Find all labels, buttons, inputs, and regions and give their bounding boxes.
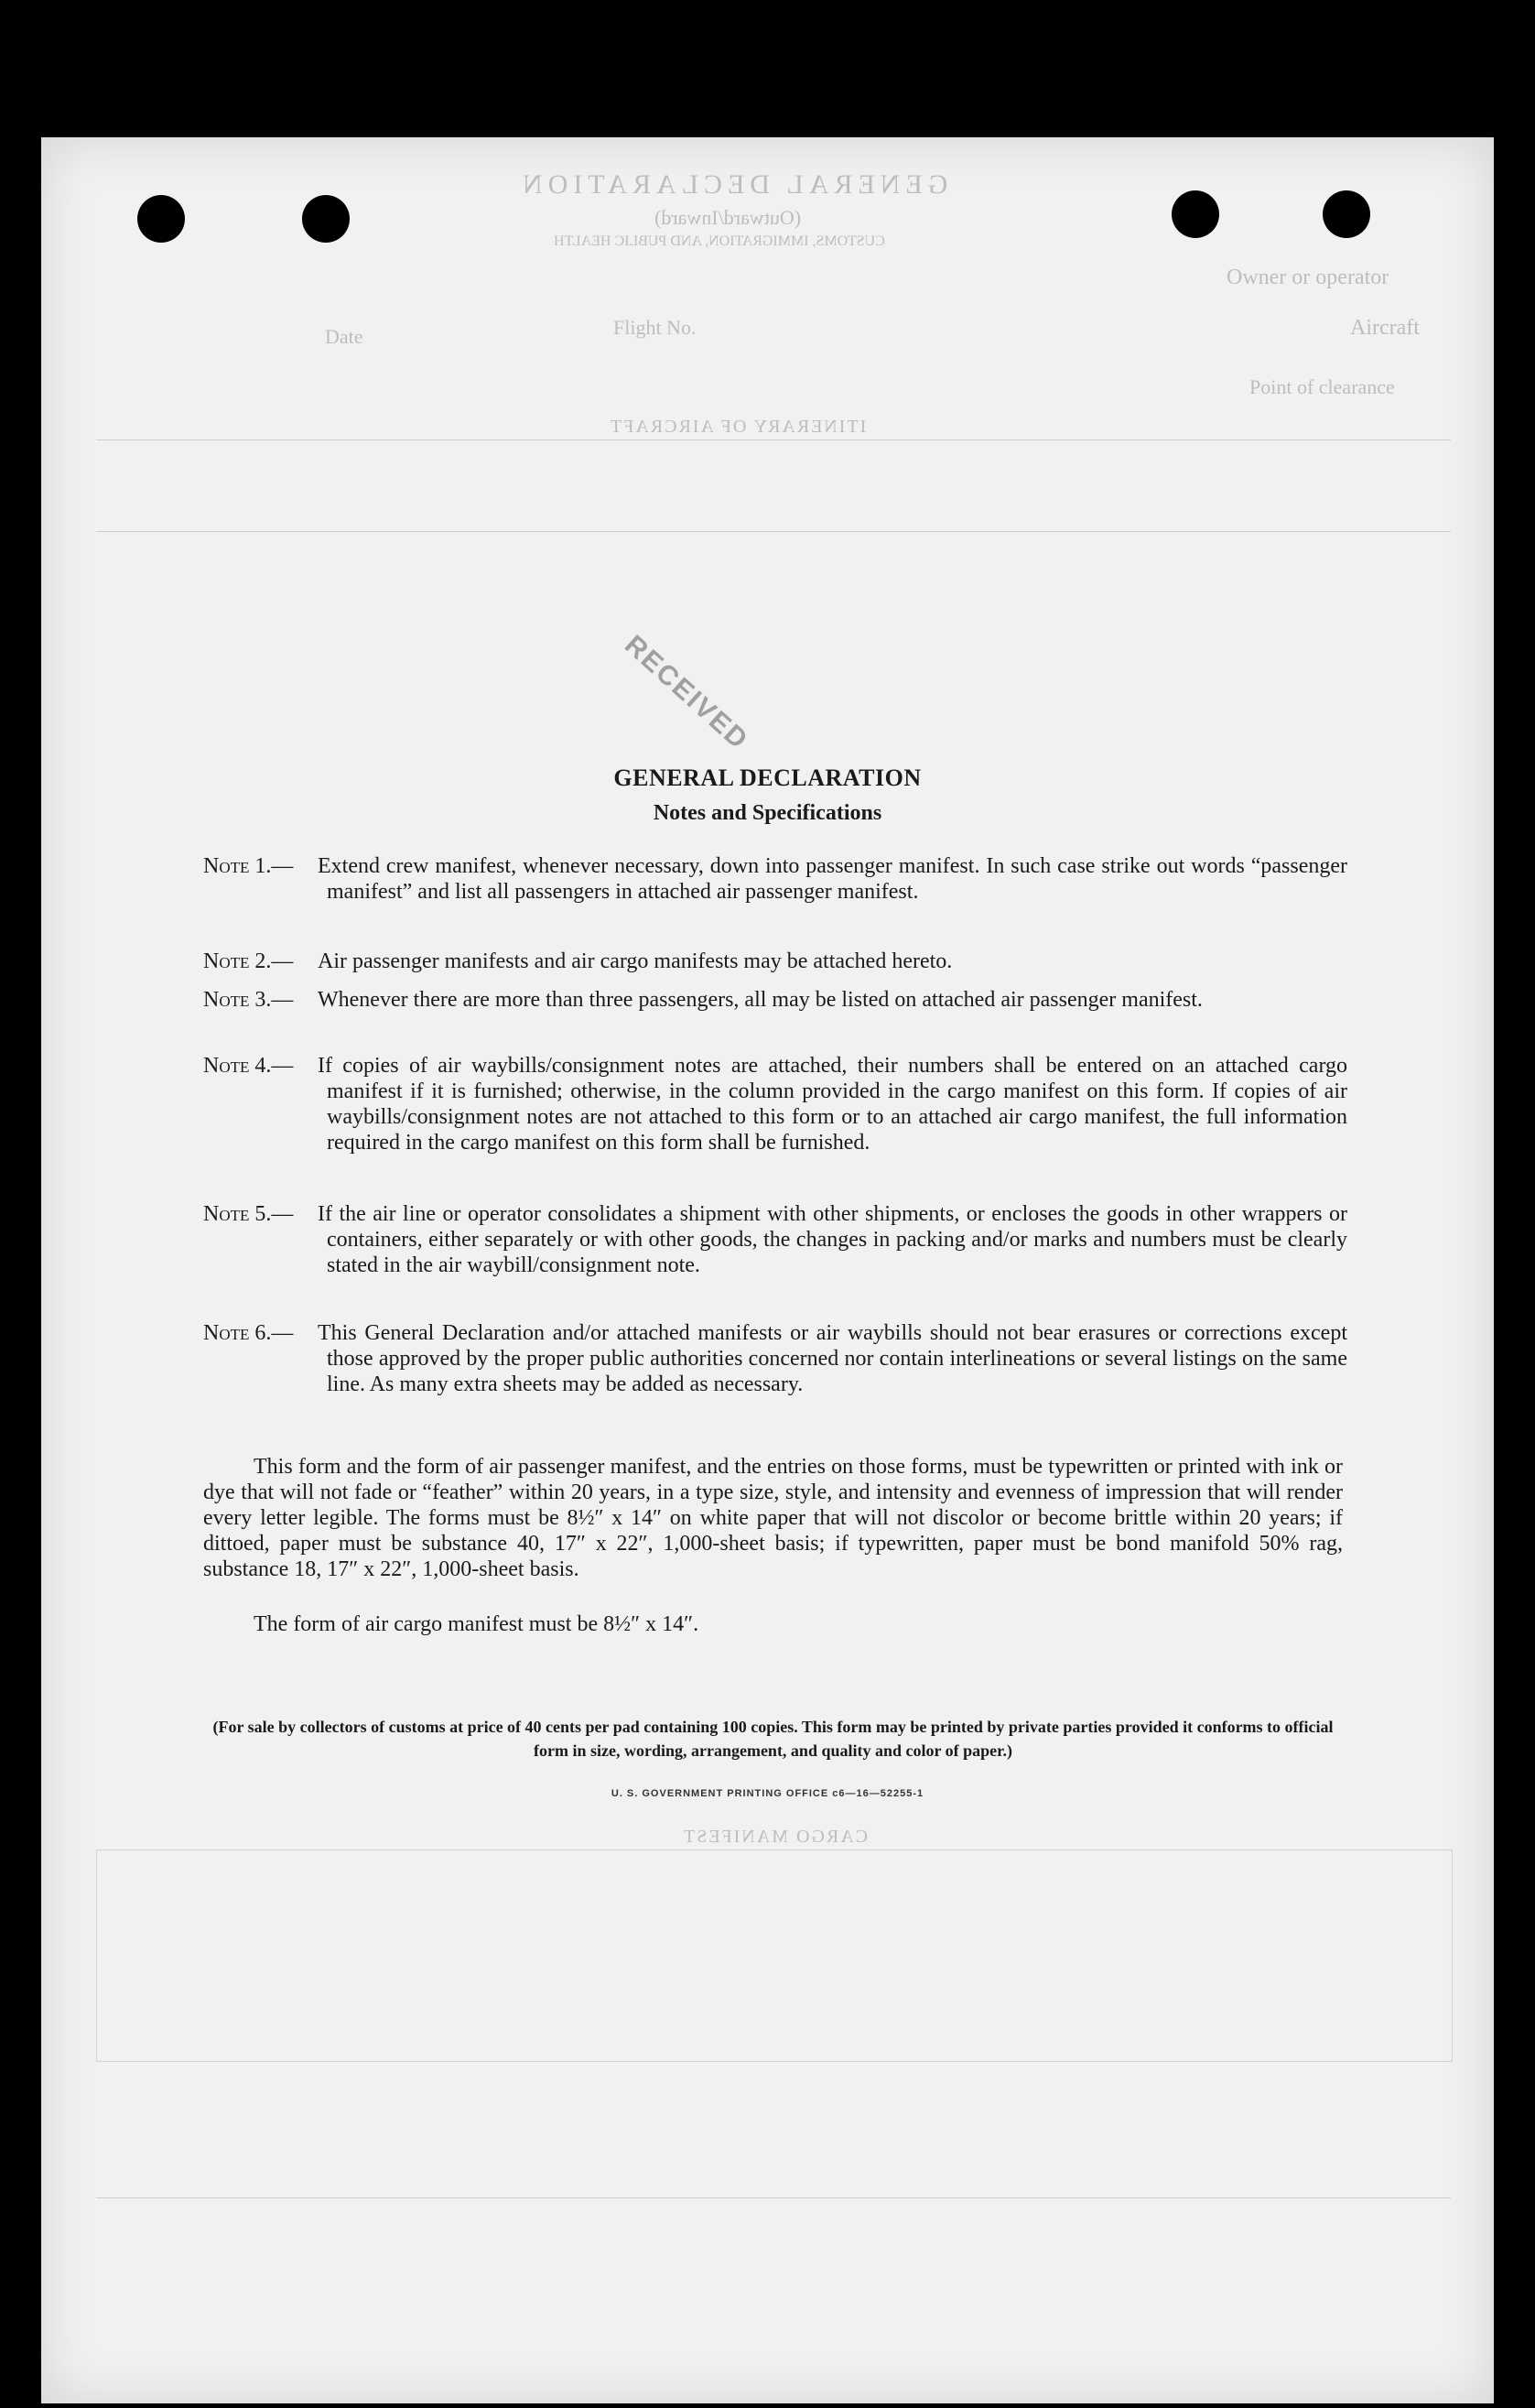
bleed-flight: Flight No. (613, 316, 697, 339)
ghost-rule (96, 2197, 1451, 2198)
page-subtitle: Notes and Specifications (653, 801, 882, 825)
received-stamp: RECEIVED (619, 629, 754, 756)
page-title: GENERAL DECLARATION (613, 765, 922, 791)
specification-paragraph: This form and the form of air passenger manifest, and the entries on those forms, must be typewritten or printed with ink or dye that will not fade or “feather” within 20 years, in a type size, style, and intensity and evenness of impression that will render every letter legible. The forms must be 8½″ x 14″ on white paper that will not discolor or become brittle within 20 years; if dittoed, paper must be substance 40, 17″ x 22″, 1,000-sheet basis; if typewritten, paper must be bond manifold 50% rag, substance 18, 17″ x 22″, 1,000-sheet basis. (203, 1455, 1343, 1581)
punch-hole-right-2 (1323, 190, 1370, 238)
note-text: Extend crew manifest, whenever necessary, down into passenger manifest. In such case strike out words “passenger manifest” and list all passengers in attached air passenger manifest. (318, 854, 1347, 904)
note-text: This General Declaration and/or attached manifests or air waybills should not bear erasures or corrections except those approved by the proper public authorities concerned nor contain interlineations or several listings on the same line. As many extra sheets may be added as necessary. (318, 1321, 1347, 1396)
note-text: Whenever there are more than three passengers, all may be listed on attached air passenger manifest. (318, 988, 1203, 1012)
note-label: Note 4.— (203, 1054, 294, 1078)
note-2 (203, 949, 1347, 974)
ghost-table (96, 1849, 1453, 2062)
punch-hole-left-1 (137, 195, 185, 243)
note-4 (203, 1053, 1347, 1155)
note-text: If the air line or operator consolidates a shipment with other shipments, or encloses the goods in other wrappers or containers, either separately or with other goods, the changes in packing and/or marks and numbers must be clearly stated in the air waybill/consignment note. (318, 1202, 1347, 1277)
bleed-cargo-manifest: CARGO MANIFEST (682, 1827, 869, 1847)
bleed-date: Date (325, 325, 363, 348)
note-label: Note 5.— (203, 1202, 294, 1226)
ghost-rule (96, 531, 1451, 532)
note-1 (203, 853, 1347, 905)
sale-note: (For sale by collectors of customs at price of 40 cents per pad containing 100 copies. This form may be printed by private parties provided it conforms to official form in size, wording, arrangement, and quality and color of paper.) (212, 1718, 1334, 1760)
note-6 (203, 1320, 1347, 1397)
bleed-aircraft: Aircraft (1350, 316, 1420, 340)
bleed-header-title: GENERAL DECLARATION (517, 169, 948, 200)
note-text: Air passenger manifests and air cargo manifests may be attached hereto. (318, 949, 953, 973)
bleed-header-sub: (Outward/Inward) (654, 206, 802, 229)
note-label: Note 3.— (203, 988, 294, 1012)
bleed-owner: Owner or operator (1227, 266, 1389, 289)
note-5 (203, 1201, 1347, 1278)
punch-hole-left-2 (302, 195, 350, 243)
bleed-itinerary: ITINERARY OF AIRCRAFT (609, 417, 867, 437)
punch-hole-right-1 (1172, 190, 1219, 238)
note-label: Note 2.— (203, 949, 294, 973)
note-label: Note 6.— (203, 1321, 294, 1345)
note-text: If copies of air waybills/consignment notes are attached, their numbers shall be entered on an attached cargo manifest if it is furnished; otherwise, in the column provided in the cargo manifest on this form. If copies of air waybills/consignment notes are not attached to this form or to an attached air cargo manifest, the full information required in the cargo manifest on this form shall be furnished. (318, 1054, 1347, 1155)
bleed-clearance: Point of clearance (1249, 375, 1395, 398)
note-3 (203, 987, 1347, 1013)
note-label: Note 1.— (203, 854, 294, 878)
bleed-header-agency: CUSTOMS, IMMIGRATION, AND PUBLIC HEALTH (554, 233, 885, 249)
specification-paragraph-last: The form of air cargo manifest must be 8½″ x 14″. (254, 1612, 699, 1636)
printing-office-line: U. S. GOVERNMENT PRINTING OFFICE c6—16—52255-1 (611, 1788, 924, 1799)
ghost-rule (96, 439, 1451, 440)
